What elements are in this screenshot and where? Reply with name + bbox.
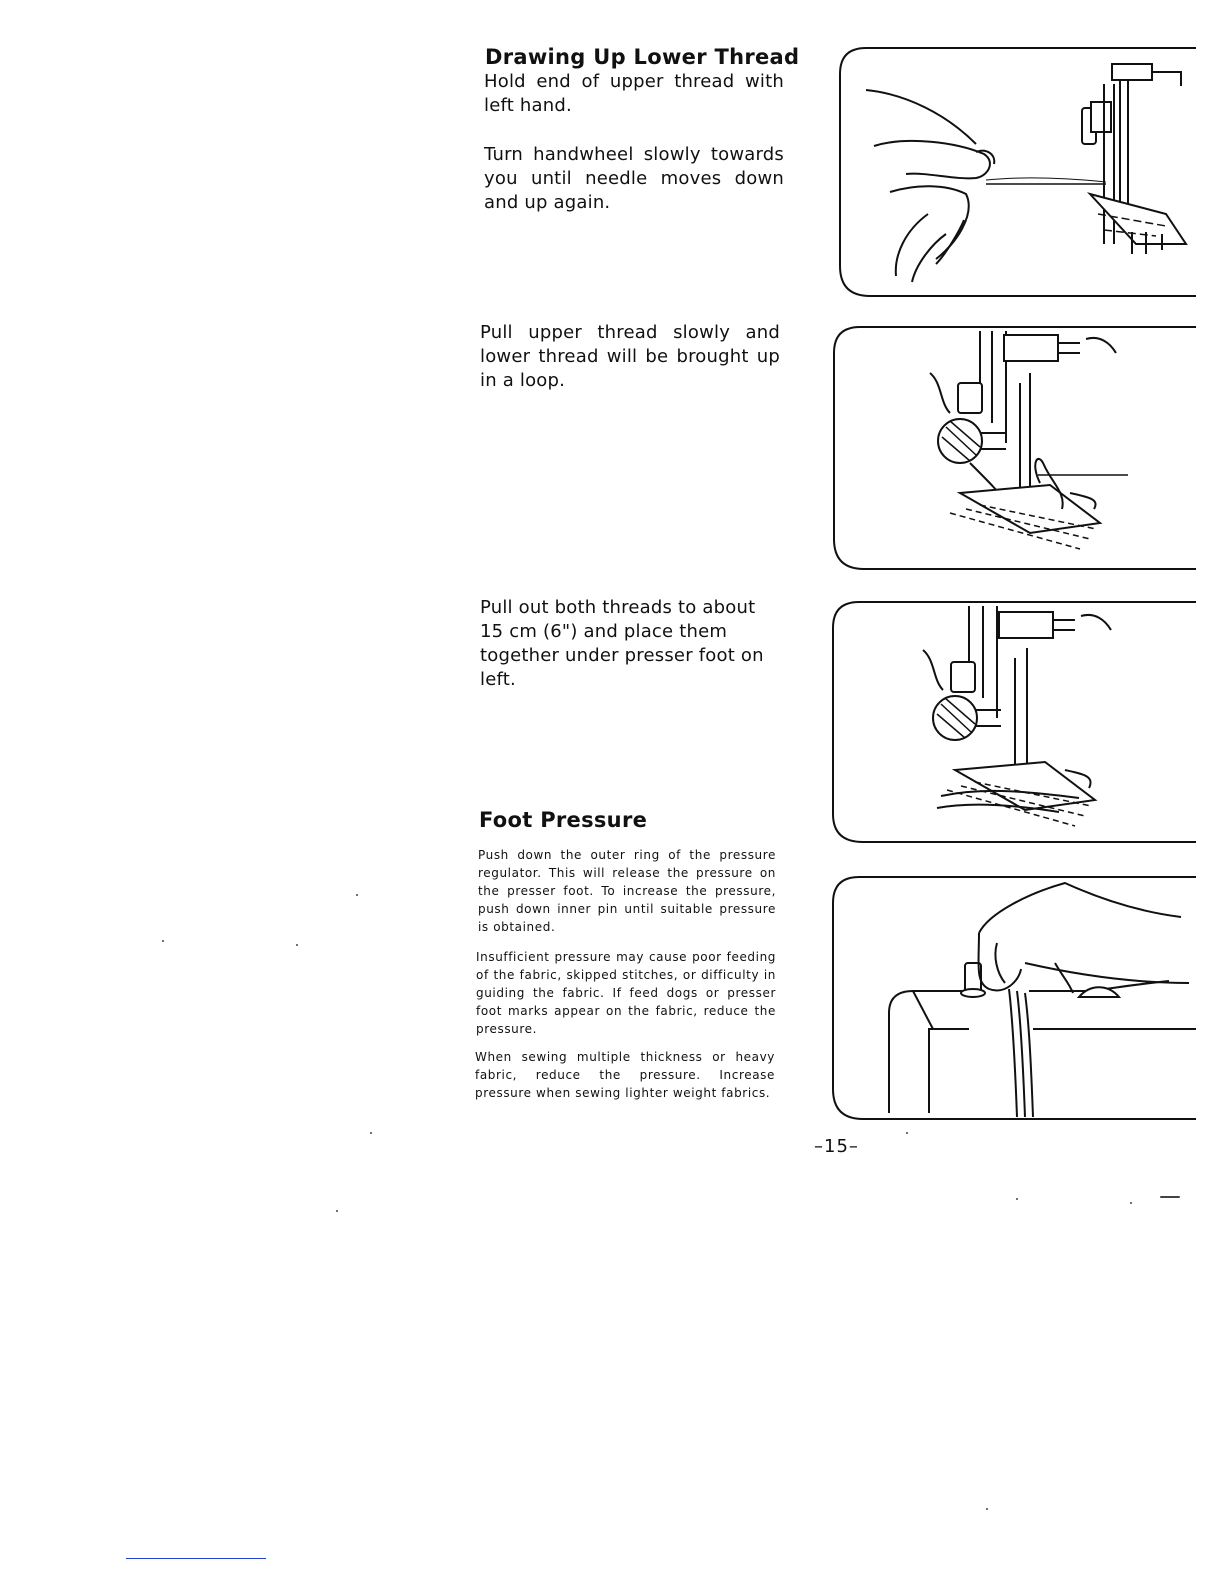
scan-speck <box>906 1132 908 1134</box>
hand-holding-thread-illustration <box>836 44 1196 300</box>
bottom-rule-line <box>126 1558 266 1559</box>
step-pull-upper-thread: Pull upper thread slowly and lower thread will be brought up in a loop. <box>480 322 780 391</box>
section-title-drawing-up-lower-thread: Drawing Up Lower Thread <box>485 45 800 69</box>
foot-pressure-paragraph-3: When sewing multiple thickness or heavy fabric, reduce the pressure. Increase pressure when sewing lighter weight fabrics. <box>475 1050 775 1100</box>
scan-speck <box>356 894 358 896</box>
threads-under-foot-illustration <box>829 598 1196 848</box>
scan-speck <box>1130 1202 1132 1204</box>
scan-speck <box>162 940 164 942</box>
step-hold-thread: Hold end of upper thread with left hand. <box>484 71 784 116</box>
scan-speck <box>1016 1198 1018 1200</box>
scan-speck <box>1160 1196 1180 1198</box>
foot-pressure-paragraph-1: Push down the outer ring of the pressure regulator. This will release the pressure on the presser foot. To increase the pressure, push down inner pin until suitable pressure is obtained. <box>478 848 776 934</box>
scan-speck <box>986 1508 988 1510</box>
scan-speck <box>370 1132 372 1134</box>
step-pull-out-threads: Pull out both threads to about 15 cm (6") and place them together under presser foot on left. <box>480 597 764 690</box>
section-title-foot-pressure: Foot Pressure <box>479 808 648 832</box>
pressure-regulator-illustration <box>829 873 1196 1123</box>
thread-loop-illustration <box>830 323 1196 573</box>
foot-pressure-paragraph-2: Insufficient pressure may cause poor feeding of the fabric, skipped stitches, or difficulty in guiding the fabric. If feed dogs or presser foot marks appear on the fabric, reduce the pressure. <box>476 950 776 1036</box>
scan-speck <box>296 944 298 946</box>
step-turn-handwheel: Turn handwheel slowly towards you until needle moves down and up again. <box>484 144 784 213</box>
page-number: –15– <box>814 1136 859 1157</box>
scan-speck <box>336 1210 338 1212</box>
